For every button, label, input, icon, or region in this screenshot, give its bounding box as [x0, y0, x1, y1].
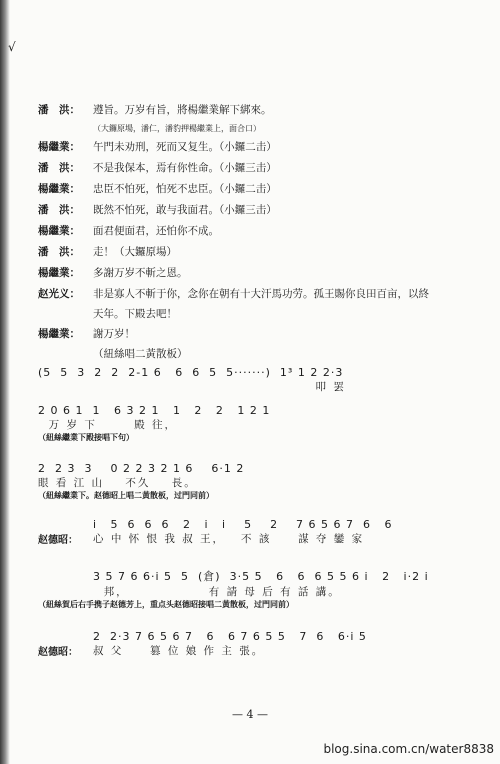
page-number: — 4 —: [232, 708, 268, 721]
notation-line: 2 2·3 7 6 5 6 7 6 6 7 6 5 5 7 6 6·i 5: [93, 630, 367, 643]
dialog-text: 非是寡人不斬于你，念你在朝有十大汗馬功劳。孤王賜你良田百亩，以終: [93, 288, 429, 300]
dialog-block: [38, 100, 478, 364]
speaker-label: 潘 洪：: [38, 204, 80, 216]
dialog-text: 面君便面君，还怕你不成。: [93, 225, 219, 237]
dialog-text: 不是我保本，焉有你性命。（小鑼三击）: [93, 162, 277, 174]
lyric-line: 心 中 怀 恨 我 叔 王， 不 該 謀 夺 鑾 家: [93, 533, 365, 545]
speaker-label: 楊繼業：: [38, 328, 80, 340]
dialog-line: [38, 179, 478, 200]
notation-line: 3 5 7 6 6·i 5 5 (倉) 3·5 5 6 6 6 5 5 6 i 2 i·2 i: [93, 570, 429, 583]
dialog-continuation: （紐絲唱二黃散板）: [93, 348, 188, 360]
dialog-text: 忠臣不怕死，怕死不忠臣。（小鑼二击）: [93, 183, 277, 195]
dialog-line: [38, 324, 478, 345]
notation-line: 2 0 6 1 1 6 3 2 1 1 2 2 1 2 1: [38, 404, 271, 417]
watermark: blog.sina.com.cn/water8838: [323, 742, 494, 756]
dialog-line: [38, 221, 478, 242]
lyric-line: 叩 罢: [38, 381, 346, 393]
tick-mark: √: [8, 40, 16, 54]
stage-direction: （大鑼原場，潘仁，潘豹押楊繼業上，面合口）: [93, 124, 261, 133]
speaker-label: 潘 洪：: [38, 162, 80, 174]
speaker-label: 潘 洪：: [38, 104, 80, 116]
dialog-continuation: 天年。下殿去吧！: [93, 308, 177, 320]
stage-note: （紐絲繼業下殿接唱下句）: [38, 432, 134, 442]
speaker-label: 赵光义：: [38, 288, 80, 300]
stage-note: （紐絲繼業下。赵德昭上唱二黃散板，过門同前）: [38, 490, 214, 500]
speaker-label: 赵德昭：: [38, 535, 78, 546]
dialog-line: [38, 263, 478, 284]
notation-line: 2 2 3 3 0 2 2 3 2 1 6 6·1 2: [38, 462, 245, 475]
notation-line: (5 5 3 2 2 2-1 6 6 6 5 5·······) 1³ 1 2 2·3: [38, 366, 344, 379]
speaker-label: 潘 洪：: [38, 246, 80, 258]
score-row-1: [38, 366, 478, 394]
dialog-line: [38, 242, 478, 263]
dialog-text: 遵旨。万岁有旨，將楊繼業解下綁來。: [93, 104, 272, 116]
dialog-line: [38, 137, 478, 158]
speaker-label: 赵德昭：: [38, 647, 78, 658]
dialog-text: 午門未劝刑，死而又复生。（小鑼二击）: [93, 141, 277, 153]
dialog-text: 多謝万岁不斬之恩。: [93, 267, 188, 279]
stage-note: （紐絲賀后右手携子赵德芳上，重点头赵德昭接唱二黃散板，过門同前）: [38, 599, 294, 609]
lyric-line: 叔 父 篡 位 娘 作 主 張。: [93, 645, 265, 657]
dialog-text: 既然不怕死，敢与我面君。（小鑼三击）: [93, 204, 277, 216]
notation-line: i 5 6 6 6 2 i i 5 2 7 6 5 6 7 6 6: [93, 518, 393, 531]
dialog-line: [38, 100, 478, 121]
lyric-line: 万 岁 下 殿 往，: [38, 419, 178, 431]
page-binding-edge: [0, 0, 10, 764]
score-row-2: [38, 404, 478, 443]
score-row-6: [38, 630, 478, 658]
score-row-5: [38, 568, 478, 610]
dialog-line: [38, 158, 478, 179]
dialog-line: [38, 200, 478, 221]
lyric-line: 邦， 有 請 母 后 有 話 講。: [93, 586, 341, 598]
dialog-line: [38, 284, 478, 305]
score-row-4: [38, 518, 478, 546]
speaker-label: 楊繼業：: [38, 225, 80, 237]
dialog-text: 走！（大鑼原場）: [93, 246, 177, 258]
score-row-3: [38, 462, 478, 501]
dialog-text: 謝万岁！: [93, 328, 135, 340]
lyric-line: 眼 看 江 山 不久 長。: [38, 477, 197, 489]
speaker-label: 楊繼業：: [38, 141, 80, 153]
speaker-label: 楊繼業：: [38, 183, 80, 195]
speaker-label: 楊繼業：: [38, 267, 80, 279]
